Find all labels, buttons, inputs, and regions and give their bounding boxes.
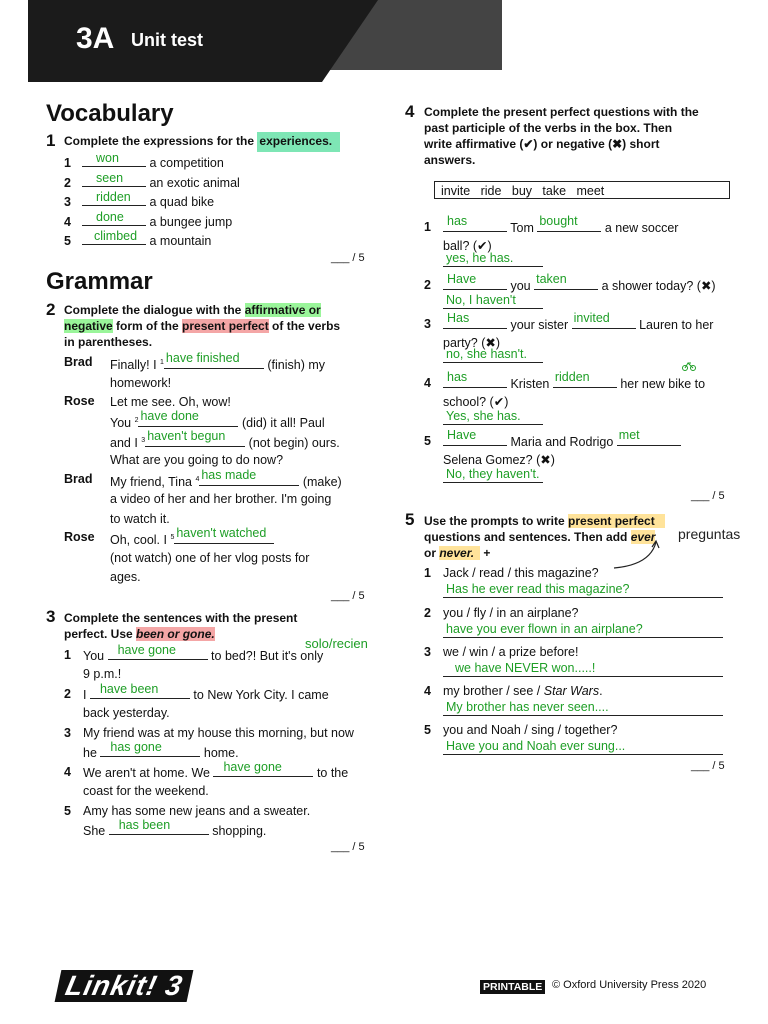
item-text: My friend was at my house this morning, but now	[83, 726, 354, 740]
score: ___ / 5	[331, 590, 365, 602]
dialogue-line: You $^2$ (did) it all! Paul	[110, 416, 325, 431]
speaker-name: Brad	[64, 472, 93, 486]
speaker-name: Rose	[64, 394, 95, 408]
item-number: 1	[64, 648, 71, 662]
answer: haven't watched	[176, 526, 267, 540]
short-answer: No, they haven't.	[446, 467, 540, 481]
item-number: 5	[64, 234, 71, 248]
item-number: 5	[424, 723, 431, 737]
item-number: 4	[424, 376, 431, 390]
answer: has been	[118, 818, 171, 832]
item-text: he home.	[83, 746, 239, 760]
item-text: 9 p.m.!	[83, 667, 122, 681]
item-text: Selena Gomez? (✖)	[443, 453, 555, 467]
item-text: school? (✔)	[443, 395, 509, 409]
answer: we have NEVER won.....!	[455, 661, 596, 675]
item-text: a mountain	[149, 234, 212, 248]
item-number: 3	[64, 195, 71, 209]
question-number: 5	[405, 510, 415, 529]
item-text: party? (✖)	[443, 336, 501, 350]
dialogue-line: homework!	[110, 376, 172, 390]
answer: climbed	[94, 229, 138, 243]
answer: taken	[536, 272, 567, 286]
answer-blank[interactable]	[443, 308, 543, 309]
printable-badge: PRINTABLE	[480, 980, 545, 994]
answer: My brother has never seen....	[446, 700, 609, 714]
answer: have gone	[117, 643, 176, 657]
item-text: your sister Lauren to her	[443, 316, 713, 333]
item-text: back yesterday.	[83, 706, 170, 720]
dialogue-line: What are you going to do now?	[110, 453, 284, 467]
q4-instruction: Complete the present perfect questions with the past participle of the verbs in the box. Then write affirmative (✔) or negative (✖) short answers.	[424, 105, 699, 167]
score: ___ / 5	[331, 252, 365, 264]
short-answer: yes, he has.	[446, 251, 514, 265]
answer-blank[interactable]	[443, 715, 723, 716]
item-text: Tom a new soccer	[443, 219, 678, 236]
answer: won	[96, 151, 119, 165]
short-answer: No, I haven't	[446, 293, 516, 307]
answer-blank[interactable]	[443, 424, 543, 425]
dialogue-line: to watch it.	[110, 512, 170, 526]
score: ___ / 5	[691, 760, 725, 772]
list-item	[64, 213, 232, 230]
item-text: a bungee jump	[149, 214, 233, 229]
item-text: I to New York City. I came	[83, 688, 329, 702]
item-number: 1	[64, 156, 71, 170]
list-item	[64, 174, 240, 191]
item-text: ball? (✔)	[443, 239, 492, 253]
item-number: 4	[64, 214, 71, 229]
item-text: an exotic animal	[149, 175, 240, 190]
item-number: 1	[424, 220, 431, 234]
item-number: 2	[64, 175, 71, 190]
answer-blank[interactable]	[443, 754, 723, 755]
question-number: 3	[46, 607, 56, 626]
answer: haven't begun	[147, 429, 226, 443]
answer: has made	[201, 468, 257, 482]
answer: Have	[447, 272, 477, 286]
item-number: 2	[64, 687, 71, 701]
prompt-text: you and Noah / sing / together?	[443, 723, 618, 737]
prompt-text: we / win / a prize before!	[443, 645, 579, 659]
item-text: a competition	[149, 156, 224, 170]
q2-instruction: Complete the dialogue with the affirmative or negative form of the present perfect of the verbs in parentheses.	[64, 303, 341, 349]
speaker-name: Brad	[64, 355, 93, 369]
answer-blank[interactable]	[443, 362, 543, 363]
speaker-name: Rose	[64, 530, 95, 544]
q5-instruction: Use the prompts to write present perfect questions and sentences. Then add ever or never. +	[424, 513, 665, 561]
item-number: 5	[64, 804, 71, 818]
item-text: you a shower today? (✖)	[443, 277, 716, 294]
question-number: 1	[46, 131, 56, 150]
item-text: Maria and Rodrigo	[443, 433, 681, 450]
dialogue-line: and I $^3$ (not begin) ours.	[110, 436, 340, 451]
item-text: a quad bike	[149, 195, 215, 209]
list-item	[64, 154, 224, 171]
item-number: 3	[64, 726, 71, 740]
answer: has	[447, 214, 468, 228]
question-number: 4	[405, 102, 415, 121]
item-text: You to bed?! But it's only	[83, 649, 324, 663]
answer: ridden	[554, 370, 590, 384]
dialogue-line: a video of her and her brother. I'm going	[110, 492, 332, 506]
answer: has gone	[110, 740, 162, 754]
q3-instruction: Complete the sentences with the present perfect. Use been or gone.	[64, 611, 298, 641]
section-title-vocabulary: Vocabulary	[46, 100, 174, 127]
answer: have been	[99, 682, 159, 696]
answer: has	[447, 370, 468, 384]
score: ___ / 5	[691, 490, 725, 502]
item-text: Kristen her new bike to	[443, 375, 705, 392]
short-answer: Yes, she has.	[446, 409, 521, 423]
answer: Has he ever read this magazine?	[446, 582, 630, 596]
answer: seen	[96, 170, 124, 185]
score: ___ / 5	[331, 841, 365, 853]
item-text: coast for the weekend.	[83, 784, 209, 798]
unit-number: 3A	[76, 22, 115, 55]
item-number: 2	[424, 278, 431, 292]
item-text: We aren't at home. We to the	[83, 766, 349, 780]
prompt-text: Jack / read / this magazine?	[443, 566, 599, 580]
list-item	[64, 193, 214, 210]
word-box: invite ride buy take meet	[434, 181, 730, 199]
item-text: Amy has some new jeans and a sweater.	[83, 804, 311, 818]
list-item	[64, 232, 211, 249]
answer: have finished	[165, 351, 240, 365]
answer: bought	[539, 214, 578, 228]
item-number: 3	[424, 317, 431, 331]
dialogue-line: My friend, Tina $^4$ (make)	[110, 475, 342, 490]
answer: have done	[140, 409, 199, 423]
dialogue-line: (not watch) one of her vlog posts for	[110, 551, 310, 565]
item-number: 5	[424, 434, 431, 448]
dialogue-line: Oh, cool. I $^5$	[110, 530, 274, 548]
handwritten-arrow	[612, 538, 662, 572]
answer-blank[interactable]	[443, 637, 723, 638]
question-number: 2	[46, 300, 56, 319]
linkit-logo: Linkit! 3	[55, 970, 194, 1002]
dialogue-line: Finally! I $^1$ (finish) my	[110, 358, 326, 373]
answer-blank[interactable]	[443, 597, 723, 598]
unit-title: Unit test	[131, 30, 203, 50]
handwritten-note: preguntas	[678, 526, 741, 542]
answer: Has	[447, 311, 470, 325]
copyright: © Oxford University Press 2020	[552, 979, 707, 991]
answer: met	[618, 428, 640, 442]
bike-doodle-icon	[682, 360, 696, 374]
item-number: 2	[424, 606, 431, 620]
answer-blank[interactable]	[443, 482, 543, 483]
answer: Have you and Noah ever sung...	[446, 739, 626, 753]
answer: have gone	[223, 760, 282, 774]
answer: ridden	[96, 190, 131, 204]
item-number: 3	[424, 645, 431, 659]
short-answer: no, she hasn't.	[446, 347, 527, 361]
dialogue-line: ages.	[110, 570, 141, 584]
answer: done	[96, 209, 124, 224]
answer: Have	[447, 428, 477, 442]
prompt-text: you / fly / in an airplane?	[443, 606, 579, 620]
answer: invited	[573, 311, 610, 325]
q1-instruction: Complete the expressions for the experiences.	[64, 133, 340, 149]
dialogue-line: Let me see. Oh, wow!	[110, 395, 231, 409]
handwritten-note: solo/recien	[305, 636, 368, 651]
answer: have you ever flown in an airplane?	[446, 622, 643, 636]
item-number: 4	[64, 765, 71, 779]
item-number: 1	[424, 566, 431, 580]
answer-blank[interactable]	[443, 676, 723, 677]
section-title-grammar: Grammar	[46, 268, 153, 295]
answer-blank[interactable]	[443, 266, 543, 267]
prompt-text: my brother / see / Star Wars.	[443, 684, 603, 698]
item-text: She shopping.	[83, 824, 267, 838]
item-number: 4	[424, 684, 431, 698]
